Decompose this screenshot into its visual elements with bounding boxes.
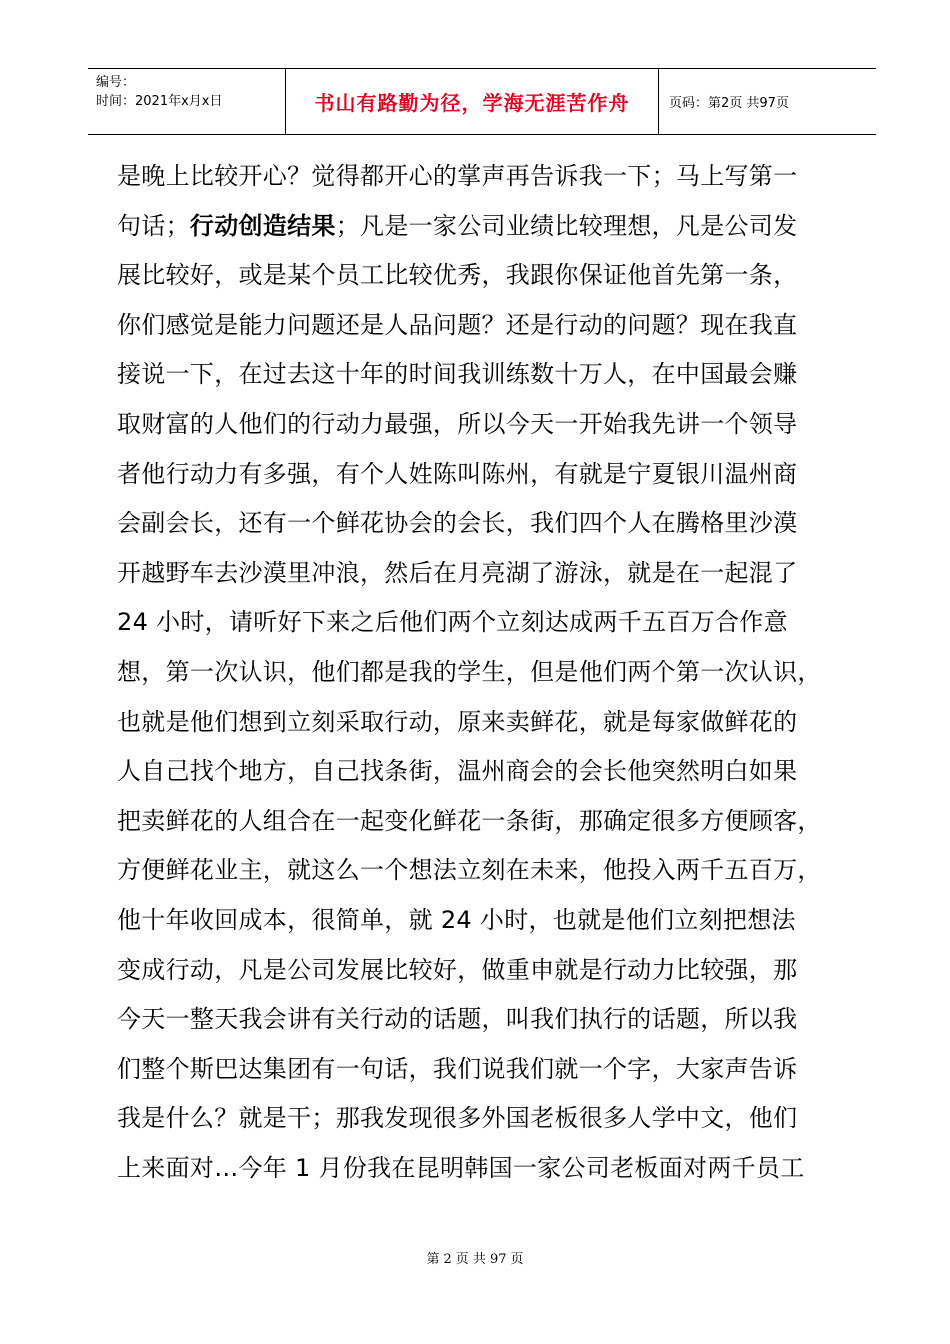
page-footer: 第 2 页 共 97 页 [426,1252,524,1267]
header-meta [88,69,286,134]
current-page-number: 2 [443,1252,452,1267]
emphasis-text: 行动创造结果 [189,211,336,240]
body-line: 你们感觉是能力问题还是人品问题？还是行动的问题？现在我直 [117,310,798,339]
body-line: 展比较好，或是某个员工比较优秀，我跟你保证他首先第一条， [117,261,798,290]
body-line: 方便鲜花业主，就这么一个想法立刻在未来，他投入两千五百万， [117,856,822,885]
body-line: 今天一整天我会讲有关行动的话题，叫我们执行的话题，所以我 [117,1005,798,1034]
body-line: 24 小时，请听好下来之后他们两个立刻达成两千五百万合作意 [117,608,788,637]
document-body [117,152,837,1193]
total-page-count: 97 [489,1252,507,1267]
body-line: 开越野车去沙漠里冲浪，然后在月亮湖了游泳，就是在一起混了 [117,558,798,587]
body-line: 句话；行动创造结果；凡是一家公司业绩比较理想，凡是公司发 [117,211,798,240]
body-line: 接说一下，在过去这十年的时间我训练数十万人，在中国最会赚 [117,360,798,389]
body-line: 也就是他们想到立刻采取行动，原来卖鲜花，就是每家做鲜花的 [117,707,798,736]
document-number-label: 编号： [96,75,136,90]
body-line: 我是什么？就是干；那我发现很多外国老板很多人学中文，他们 [117,1104,798,1133]
body-line: 他十年收回成本，很简单，就 24 小时，也就是他们立刻把想法 [117,905,796,934]
body-line: 上来面对…今年 1 月份我在昆明韩国一家公司老板面对两千员工 [117,1153,805,1182]
body-line: 把卖鲜花的人组合在一起变化鲜花一条街，那确定很多方便顾客， [117,806,822,835]
header-page-label: 页码：第2页 共97页 [669,96,789,111]
header-motto: 书山有路勤为径，学海无涯苦作舟 [286,69,659,134]
document-time-label: 时间：2021年x月x日 [96,94,223,109]
body-line: 人自己找个地方，自己找条街，温州商会的会长他突然明白如果 [117,757,798,786]
body-line: 们整个斯巴达集团有一句话，我们说我们就一个字，大家声告诉 [117,1054,798,1083]
body-line: 是晚上比较开心？觉得都开心的掌声再告诉我一下；马上写第一 [117,162,798,190]
body-line: 想，第一次认识，他们都是我的学生，但是他们两个第一次认识， [117,657,822,686]
body-line: 者他行动力有多强，有个人姓陈叫陈州，有就是宁夏银川温州商 [117,459,798,488]
body-line: 取财富的人他们的行动力最强，所以今天一开始我先讲一个领导 [117,409,798,438]
body-line: 会副会长，还有一个鲜花协会的会长，我们四个人在腾格里沙漠 [117,509,798,538]
body-line: 变成行动，凡是公司发展比较好，做重申就是行动力比较强，那 [117,955,798,984]
document-header [88,68,876,135]
